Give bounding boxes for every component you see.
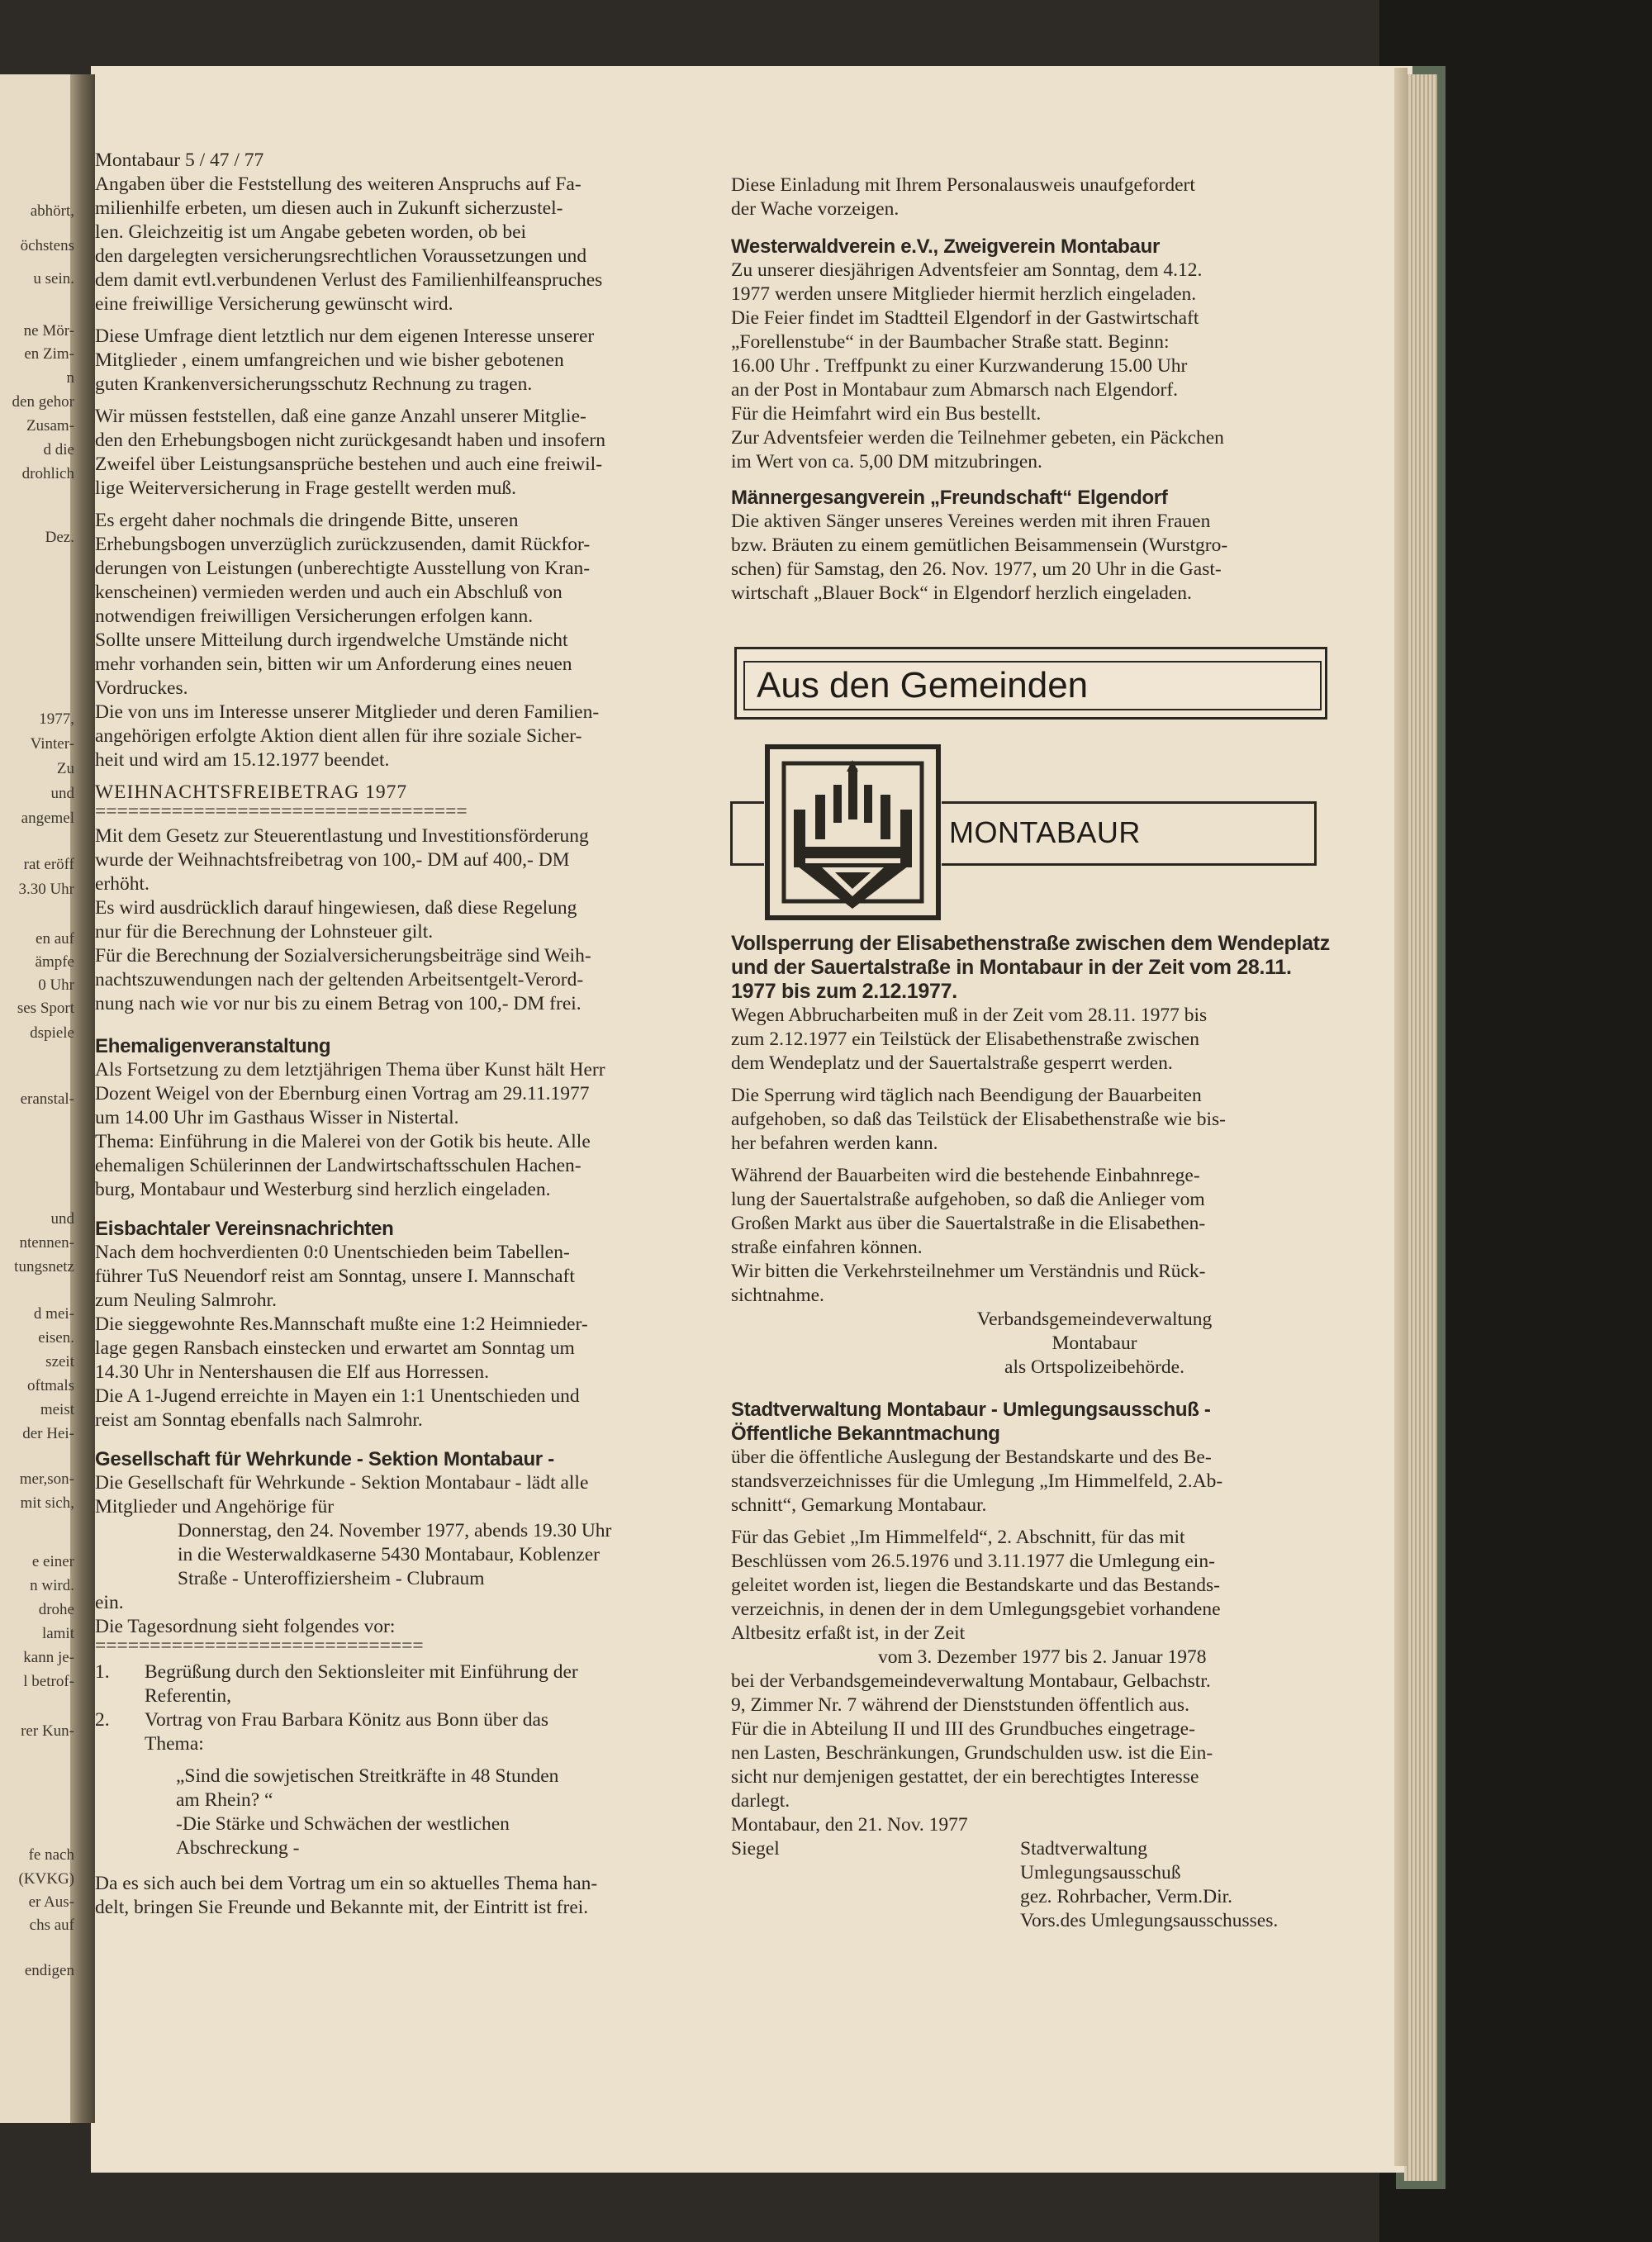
text-line: Wir bitten die Verkehrsteilnehmer um Verständnis und Rück- <box>731 1261 1206 1282</box>
eisbachtaler-text <box>95 1241 706 1432</box>
text-line: an der Post in Montabaur zum Abmarsch nach Elgendorf. <box>731 379 1179 401</box>
vollsperrung-heading <box>731 932 1342 1004</box>
text-line: heit und wird am 15.12.1977 beendet. <box>95 749 390 771</box>
left-page-fragment: eisen. <box>38 1329 74 1347</box>
text-line: wurde der Weihnachtsfreibetrag von 100,- DM auf 400,- DM <box>95 849 570 871</box>
signature-verbandsgemeinde <box>855 1308 1334 1380</box>
agenda-item-number: 1. <box>95 1661 110 1683</box>
text-line: geleitet worden ist, liegen die Bestandskarte und das Bestands- <box>731 1575 1220 1596</box>
maennergesangverein-heading: Männergesangverein „Freundschaft“ Elgendorf <box>731 487 1168 509</box>
section-banner <box>734 647 1327 720</box>
left-page-fragment: 1977, <box>39 710 74 728</box>
text-line: Die Tagesordnung sieht folgendes vor: <box>95 1616 396 1637</box>
left-page-fragment: eranstal- <box>20 1090 74 1108</box>
stadtverwaltung-text-3 <box>731 1670 1342 1837</box>
text-line: angehörigen erfolgte Aktion dient allen für ihre soziale Sicher- <box>95 725 582 747</box>
text-line: kenscheinen) vermieden werden und auch ein Abschluß von <box>95 582 563 603</box>
text-line: nen Lasten, Beschränkungen, Grundschulden usw. ist die Ein- <box>731 1742 1213 1764</box>
text-line: Stadtverwaltung Montabaur - Umlegungsausschuß - <box>731 1399 1211 1421</box>
text-line: Sollte unsere Mitteilung durch irgendwelche Umstände nicht <box>95 629 568 651</box>
page-margin-strip <box>1394 68 1408 2166</box>
text-line: sicht nur demjenigen gestattet, der ein berechtigtes Interesse <box>731 1766 1199 1788</box>
text-line: nung nach wie vor nur bis zu einem Betrag von 100,- DM frei. <box>95 993 582 1014</box>
text-line: Die Sperrung wird täglich nach Beendigung der Bauarbeiten <box>731 1085 1202 1106</box>
text-line: Für die Berechnung der Sozialversicherungsbeiträge sind Weih- <box>95 945 591 967</box>
agenda-item-number: 2. <box>95 1709 110 1731</box>
text-line: wirtschaft „Blauer Bock“ in Elgendorf herzlich eingeladen. <box>731 582 1192 604</box>
montabaur-notices <box>731 932 1342 1933</box>
text-line: Stadtverwaltung <box>1020 1838 1148 1860</box>
signature-block <box>731 1837 1342 1933</box>
stadtverwaltung-text-1 <box>731 1446 1342 1518</box>
left-page-fragment: kann je- <box>23 1649 74 1666</box>
left-page-fragment: Vinter- <box>30 735 74 753</box>
text-line: zum Neuling Salmrohr. <box>95 1290 277 1311</box>
text-line: Diese Einladung mit Ihrem Personalausweis unaufgefordert <box>731 174 1195 196</box>
closing-text <box>95 1872 706 1920</box>
left-page-fragment: Dez. <box>45 529 74 546</box>
left-page-fragment: ämpfe <box>35 953 74 971</box>
ehemaligen-heading: Ehemaligenveranstaltung <box>95 1035 331 1057</box>
paragraph-2 <box>95 325 706 397</box>
lecture-title-quote <box>95 1765 706 1860</box>
ehemaligen-text <box>95 1058 706 1202</box>
text-line: Die A 1-Jugend erreichte in Mayen ein 1:1 Unentschieden und <box>95 1385 580 1407</box>
left-page-fragment: Zu <box>56 760 74 777</box>
text-line: Umlegungsausschuß <box>1020 1862 1181 1883</box>
text-line: „Forellenstube“ in der Baumbacher Straße statt. Beginn: <box>731 331 1170 353</box>
text-line: der Wache vorzeigen. <box>731 198 900 220</box>
text-line: Mit dem Gesetz zur Steuerentlastung und Investitionsförderung <box>95 825 589 847</box>
left-page-fragment: d die <box>43 441 74 458</box>
text-line: nur für die Berechnung der Lohnsteuer gilt. <box>95 921 434 943</box>
maennergesangverein-text <box>731 510 1342 606</box>
left-page-fragment: ntennen- <box>19 1234 74 1252</box>
wehrkunde-agenda-intro <box>95 1591 706 1639</box>
left-page-fragment: dspiele <box>30 1024 74 1042</box>
agenda-item <box>95 1660 706 1708</box>
text-line: Verbandsgemeindeverwaltung <box>976 1309 1213 1330</box>
text-line: lige Weiterversicherung in Frage gestellt werden muß. <box>95 477 516 499</box>
signature-stadtverwaltung <box>1020 1837 1278 1933</box>
text-line: Die Feier findet im Stadtteil Elgendorf in der Gastwirtschaft <box>731 307 1199 329</box>
left-page-fragment: drohlich <box>21 465 74 482</box>
text-line: Vors.des Umlegungsausschusses. <box>1020 1910 1279 1931</box>
text-line: bzw. Bräuten zu einem gemütlichen Beisammensein (Wurstgro- <box>731 534 1228 556</box>
left-page-fragment: chs auf <box>29 1917 74 1934</box>
text-line: Vordruckes. <box>95 677 188 699</box>
text-line: in die Westerwaldkaserne 5430 Montabaur, Koblenzer <box>178 1544 600 1565</box>
vollsperrung-text-2 <box>731 1084 1342 1156</box>
left-page-fragment: 0 Uhr <box>38 976 74 994</box>
text-line: Es wird ausdrücklich darauf hingewiesen, daß diese Regelung <box>95 897 577 919</box>
left-page-fragment: lamit <box>41 1625 74 1642</box>
left-page-fragment: der Hei- <box>22 1425 74 1442</box>
text-line: Montabaur, den 21. Nov. 1977 <box>731 1814 968 1836</box>
text-line: Mitglieder , einem umfangreichen und wie bisher gebotenen <box>95 349 564 371</box>
text-line: darlegt. <box>731 1790 790 1812</box>
left-page-fragment: u sein. <box>33 270 74 287</box>
left-page-fragment: rat eröff <box>23 856 74 873</box>
left-page-fragment: n <box>66 369 74 387</box>
text-line: Erhebungsbogen unverzüglich zurückzusenden, damit Rückfor- <box>95 534 591 555</box>
text-line: Mitglieder und Angehörige für <box>95 1496 335 1518</box>
text-line: 9, Zimmer Nr. 7 während der Dienststunden öffentlich aus. <box>731 1694 1189 1716</box>
text-line: ein. <box>95 1592 124 1613</box>
text-line: 1977 bis zum 2.12.1977. <box>731 980 957 1003</box>
text-line: Dozent Weigel von der Ebernburg einen Vortrag am 29.11.1977 <box>95 1083 590 1104</box>
text-line: notwendigen freiwilligen Versicherungen erfolgen kann. <box>95 606 534 627</box>
text-line: 1977 werden unsere Mitglieder hiermit herzlich eingeladen. <box>731 283 1197 305</box>
text-line: Für das Gebiet „Im Himmelfeld“, 2. Abschnitt, für das mit <box>731 1527 1185 1548</box>
text-line: Die aktiven Sänger unseres Vereines werden mit ihren Frauen <box>731 511 1211 532</box>
eisbachtaler-heading: Eisbachtaler Vereinsnachrichten <box>95 1218 394 1240</box>
text-line: Es ergeht daher nochmals die dringende Bitte, unseren <box>95 510 519 531</box>
left-column <box>95 149 706 1920</box>
text-line: erhöht. <box>95 873 150 895</box>
left-page-fragment: meist <box>40 1401 74 1418</box>
town-crest-icon <box>764 743 942 921</box>
text-line: Während der Bauarbeiten wird die bestehende Einbahnrege- <box>731 1165 1200 1186</box>
left-page-fragment: fe nach <box>28 1846 74 1864</box>
left-page-fragment: ses Sport <box>17 1000 74 1017</box>
text-line: Zu unserer diesjährigen Adventsfeier am Sonntag, dem 4.12. <box>731 259 1203 281</box>
text-line: gez. Rohrbacher, Verm.Dir. <box>1020 1886 1233 1907</box>
text-line: führer TuS Neuendorf reist am Sonntag, unsere I. Mannschaft <box>95 1266 575 1287</box>
text-line: im Wert von ca. 5,00 DM mitzubringen. <box>731 451 1042 473</box>
agenda-item <box>95 1708 706 1756</box>
vollsperrung-text-3 <box>731 1164 1342 1308</box>
text-line: her befahren werden kann. <box>731 1133 938 1154</box>
right-column <box>731 173 1342 606</box>
text-line: delt, bringen Sie Freunde und Bekannte mit, der Eintritt ist frei. <box>95 1897 589 1918</box>
text-line: Thema: Einführung in die Malerei von der Gotik bis heute. Alle <box>95 1131 591 1152</box>
text-line: lung der Sauertalstraße aufgehoben, so daß die Anlieger vom <box>731 1189 1205 1210</box>
text-line: den dargelegten versicherungsrechtlichen Voraussetzungen und <box>95 245 587 267</box>
text-line: Die Gesellschaft für Wehrkunde - Sektion Montabaur - lädt alle <box>95 1472 589 1494</box>
left-page-fragment: endigen <box>24 1962 74 1979</box>
text-line: und der Sauertalstraße in Montabaur in der Zeit vom 28.11. <box>731 956 1292 979</box>
text-line: Öffentliche Bekanntmachung <box>731 1423 1000 1445</box>
text-line: Vortrag von Frau Barbara Könitz aus Bonn über das <box>145 1709 549 1731</box>
text-line: straße einfahren können. <box>731 1237 923 1258</box>
text-line: Da es sich auch bei dem Vortrag um ein so aktuelles Thema han- <box>95 1873 598 1894</box>
agenda-rule: ============================== <box>95 1639 424 1652</box>
text-line: Für die in Abteilung II und III des Grundbuches eingetrage- <box>731 1718 1195 1740</box>
text-line: 16.00 Uhr . Treffpunkt zu einer Kurzwanderung 15.00 Uhr <box>731 355 1188 377</box>
text-line: schen) für Samstag, den 26. Nov. 1977, um 20 Uhr in die Gast- <box>731 558 1222 580</box>
text-line: Beschlüssen vom 26.5.1976 und 3.11.1977 die Umlegung ein- <box>731 1551 1215 1572</box>
text-line: verzeichnis, in denen der in dem Umlegungsgebiet vorhandene <box>731 1598 1221 1620</box>
text-line: am Rhein? “ <box>176 1789 273 1811</box>
left-page-fragment: öchstens <box>20 237 74 254</box>
weihnachtsfreibetrag-text <box>95 824 706 1016</box>
left-page-fragment: er Aus- <box>28 1893 74 1911</box>
left-page-fragment: und <box>50 1210 74 1228</box>
stadtverwaltung-text-2 <box>731 1526 1342 1646</box>
text-line: Thema: <box>145 1733 204 1755</box>
left-page-fragment: tungsnetz <box>14 1258 74 1275</box>
left-page-fragment: n wird. <box>30 1577 74 1594</box>
text-line: Altbesitz erfaßt ist, in der Zeit <box>731 1622 966 1644</box>
agenda-item-text <box>145 1708 548 1756</box>
text-line: um 14.00 Uhr im Gasthaus Wisser in Nistertal. <box>95 1107 459 1128</box>
left-page-fragment: d mei- <box>33 1305 74 1323</box>
text-line: sichtnahme. <box>731 1285 824 1306</box>
text-line: derungen von Leistungen (unberechtigte Ausstellung von Kran- <box>95 558 591 579</box>
heading-rule: ================================== <box>95 805 468 818</box>
text-line: ehemaligen Schülerinnen der Landwirtschaftsschulen Hachen- <box>95 1155 582 1176</box>
westerwaldverein-heading: Westerwaldverein e.V., Zweigverein Montabaur <box>731 235 1160 258</box>
text-line: Angaben über die Feststellung des weiteren Anspruchs auf Fa- <box>95 173 582 195</box>
page-stack <box>1404 74 1437 2181</box>
text-line: dem damit evtl.verbundenen Verlust des Familienhilfeanspruches <box>95 269 603 291</box>
text-line: eine freiwillige Versicherung gewünscht wird. <box>95 293 453 315</box>
text-line: Diese Umfrage dient letztlich nur dem eigenen Interesse unserer <box>95 325 595 347</box>
text-line: Begrüßung durch den Sektionsleiter mit Einführung der <box>145 1661 578 1683</box>
text-line: als Ortspolizeibehörde. <box>1004 1356 1184 1378</box>
text-line: Referentin, <box>145 1685 232 1707</box>
text-line: Abschreckung - <box>176 1837 300 1859</box>
paragraph-3 <box>95 405 706 501</box>
agenda-item-text <box>145 1660 578 1708</box>
left-page-fragment: e einer <box>31 1553 74 1570</box>
text-line: standsverzeichnisses für die Umlegung „Im Himmelfeld, 2.Ab- <box>731 1470 1223 1492</box>
text-line: aufgehoben, so daß das Teilstück der Elisabethenstraße wie bis- <box>731 1109 1226 1130</box>
text-line: Die sieggewohnte Res.Mannschaft mußte eine 1:2 Heimnieder- <box>95 1313 588 1335</box>
left-page-fragment: und <box>50 785 74 802</box>
left-page-fragment: ne Mör- <box>23 322 74 340</box>
left-page-fragment: angemel <box>21 810 74 827</box>
reference-number: Montabaur 5 / 47 / 77 <box>95 150 264 171</box>
text-line: milienhilfe erbeten, um diesen auch in Zukunft sicherzustel- <box>95 197 563 219</box>
text-line: Donnerstag, den 24. November 1977, abends 19.30 Uhr <box>178 1520 612 1541</box>
text-line: 14.30 Uhr in Nentershausen die Elf aus Horressen. <box>95 1361 490 1383</box>
text-line: guten Krankenversicherungsschutz Rechnung zu tragen. <box>95 373 533 395</box>
text-line: Straße - Unteroffiziersheim - Clubraum <box>178 1568 485 1589</box>
left-page-fragment: l betrof- <box>23 1673 74 1690</box>
text-line: Großen Markt aus über die Sauertalstraße in die Elisabethen- <box>731 1213 1206 1234</box>
text-line: Wir müssen feststellen, daß eine ganze Anzahl unserer Mitglie- <box>95 406 586 427</box>
vollsperrung-text-1 <box>731 1004 1342 1076</box>
text-line: den den Erhebungsbogen nicht zurückgesandt haben und insofern <box>95 430 605 451</box>
agenda-list <box>95 1660 706 1756</box>
stadtverwaltung-heading <box>731 1398 1342 1446</box>
seal-label: Siegel <box>731 1838 780 1860</box>
text-line: Wegen Abbrucharbeiten muß in der Zeit vom 28.11. 1977 bis <box>731 1005 1208 1026</box>
paragraph-4 <box>95 509 706 772</box>
text-line: bei der Verbandsgemeindeverwaltung Montabaur, Gelbachstr. <box>731 1670 1211 1692</box>
westerwaldverein-text <box>731 259 1342 474</box>
section-title: Aus den Gemeinden <box>743 661 1322 710</box>
wehrkunde-intro <box>95 1471 706 1519</box>
paragraph-1 <box>95 173 706 316</box>
text-line: „Sind die sowjetischen Streitkräfte in 48 Stunden <box>176 1765 559 1787</box>
text-line: -Die Stärke und Schwächen der westlichen <box>176 1813 510 1835</box>
left-page-fragment: en Zim- <box>24 345 74 363</box>
wehrkunde-event-details <box>95 1519 706 1591</box>
left-page-fragment: drohe <box>38 1601 74 1618</box>
left-page-fragment: den gehor <box>12 393 74 411</box>
text-line: über die öffentliche Auslegung der Bestandskarte und des Be- <box>731 1446 1212 1468</box>
left-page-fragment: abhört, <box>30 202 74 220</box>
left-page-fragment: rer Kun- <box>21 1722 74 1740</box>
text-line: Zur Adventsfeier werden die Teilnehmer gebeten, ein Päckchen <box>731 427 1224 449</box>
text-line: nachtszuwendungen nach der geltenden Arbeitsentgelt-Verord- <box>95 969 584 990</box>
weihnachtsfreibetrag-heading: WEIHNACHTSFREIBETRAG 1977 <box>95 781 408 803</box>
town-name: MONTABAUR <box>932 803 1315 862</box>
text-line: Vollsperrung der Elisabethenstraße zwischen dem Wendeplatz <box>731 932 1330 955</box>
left-page-fragment: oftmals <box>27 1377 74 1394</box>
text-line: burg, Montabaur und Westerburg sind herzlich eingeladen. <box>95 1179 551 1200</box>
text-line: zum 2.12.1977 ein Teilstück der Elisabethenstraße zwischen <box>731 1028 1199 1050</box>
left-page-fragment: Zusam- <box>26 417 74 435</box>
text-line: Montabaur <box>1051 1332 1137 1354</box>
text-line: reist am Sonntag ebenfalls nach Salmrohr. <box>95 1409 423 1431</box>
left-page-fragment: en auf <box>36 930 74 948</box>
text-line: Die von uns im Interesse unserer Mitglieder und deren Familien- <box>95 701 600 723</box>
text-line: lage gegen Ransbach einstecken und erwartet am Sonntag um <box>95 1337 575 1359</box>
auslegung-dates: vom 3. Dezember 1977 bis 2. Januar 1978 <box>878 1646 1207 1668</box>
left-page-fragment: (KVKG) <box>18 1870 74 1888</box>
left-page-fragment: 3.30 Uhr <box>18 881 74 898</box>
text-line: schnitt“, Gemarkung Montabaur. <box>731 1494 987 1516</box>
text-line: Zweifel über Leistungsansprüche bestehen und auch eine freiwil- <box>95 454 603 475</box>
text-line: Für die Heimfahrt wird ein Bus bestellt. <box>731 403 1042 425</box>
text-line: mehr vorhanden sein, bitten wir um Anforderung eines neuen <box>95 653 572 675</box>
text-line: Als Fortsetzung zu dem letztjährigen Thema über Kunst hält Herr <box>95 1059 605 1081</box>
wehrkunde-heading: Gesellschaft für Wehrkunde - Sektion Montabaur - <box>95 1448 554 1470</box>
text-line: dem Wendeplatz und der Sauertalstraße gesperrt werden. <box>731 1052 1173 1074</box>
left-page-fragment: szeit <box>45 1353 74 1370</box>
text-line: len. Gleichzeitig ist um Angabe gebeten worden, ob bei <box>95 221 527 243</box>
einladung-text <box>731 173 1342 221</box>
text-line: Nach dem hochverdienten 0:0 Unentschieden beim Tabellen- <box>95 1242 570 1263</box>
left-page-fragment: mer,son- <box>19 1470 74 1488</box>
left-page-fragment: mit sich, <box>20 1494 74 1512</box>
